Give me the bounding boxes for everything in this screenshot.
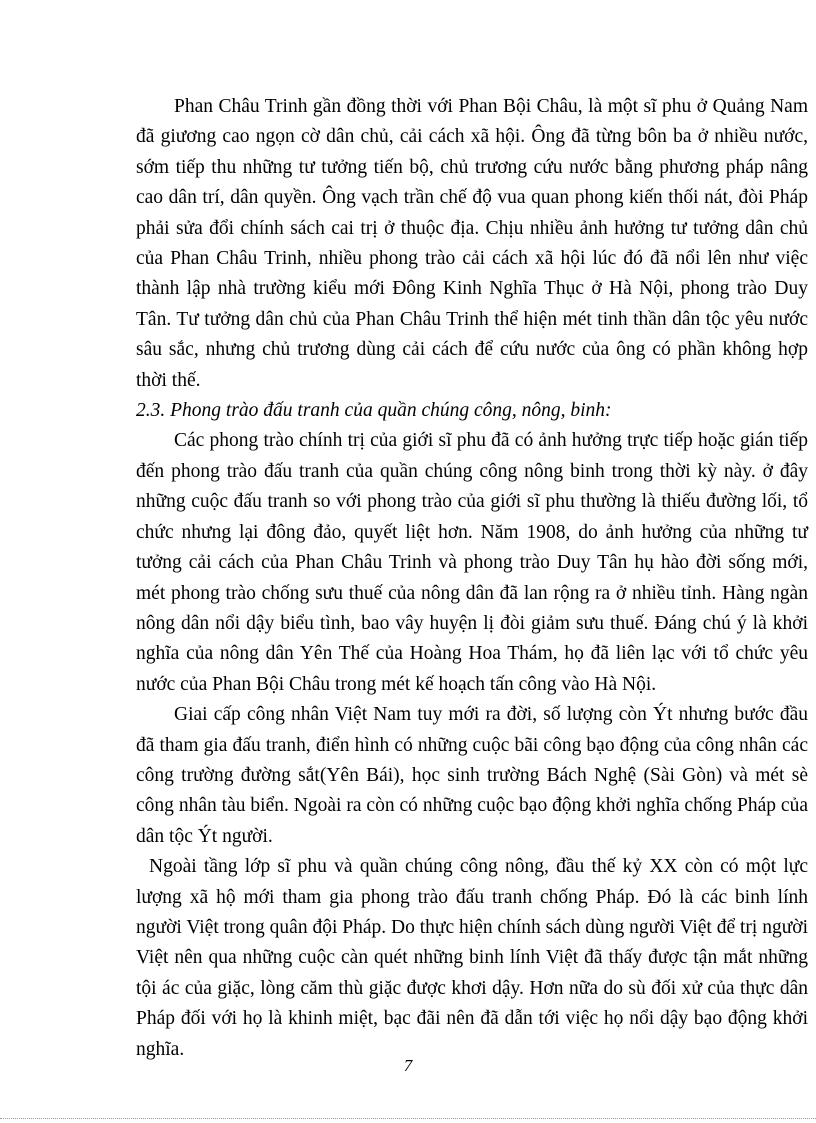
page-number: 7 xyxy=(403,1056,413,1075)
paragraph-giai-cap-cong-nhan: Giai cấp công nhân Việt Nam tuy mới ra đời, số lượng còn Ýt nhưng bước đầu đã tham gia đấu tranh, điển hình có những cuộc bãi công bạo động của công nhân các công trường đường sắt(Yên Bái), học sinh trường Bách Nghệ (Sài Gòn) và mét sè công nhân tàu biển. Ngoài ra còn có những cuộc bạo động khởi nghĩa chống Pháp của dân tộc Ýt người. xyxy=(136,704,808,847)
section-heading-2-3: 2.3. Phong trào đấu tranh của quần chúng công, nông, binh: xyxy=(136,400,612,422)
page-bottom-border xyxy=(0,1118,816,1119)
body-text xyxy=(136,92,808,1065)
paragraph-phan-chau-trinh: Phan Châu Trinh gần đồng thời với Phan Bội Châu, là một sĩ phu ở Quảng Nam đã giương cao ngọn cờ dân chủ, cải cách xã hội. Ông đã từng bôn ba ở nhiều nước, sớm tiếp thu những tư tưởng tiến bộ, chủ trương cứu nước bằng phương pháp nâng cao dân trí, dân quyền. Ông vạch trần chế độ vua quan phong kiến thối nát, đòi Pháp phải sửa đổi chính sách cai trị ở thuộc địa. Chịu nhiều ảnh hưởng tư tưởng dân chủ của Phan Châu Trinh, nhiều phong trào cải cách xã hội lúc đó đã nổi lên như việc thành lập nhà trường kiểu mới Đông Kinh Nghĩa Thục ở Hà Nội, phong trào Duy Tân. Tư tưởng dân chủ của Phan Châu Trinh thể hiện mét tinh thần dân tộc yêu nước sâu sắc, nhưng chủ trương dùng cải cách để cứu nước của ông có phần không hợp thời thế. xyxy=(136,96,808,391)
paragraph-binh-linh: Ngoài tầng lớp sĩ phu và quần chúng công nông, đầu thế kỷ XX còn có một lực lượng xã hộ mới tham gia phong trào đấu tranh chống Pháp. Đó là các binh lính người Việt trong quân đội Pháp. Do thực hiện chính sách dùng người Việt để trị người Việt nên qua những cuộc càn quét những binh lính Việt đã thấy được tận mắt những tội ác của giặc, lòng căm thù giặc được khơi dậy. Hơn nữa do sù đối xử của thực dân Pháp đối với họ là khinh miệt, bạc đãi nên đã dẫn tới việc họ nổi dậy bạo động khởi nghĩa. xyxy=(136,856,808,1060)
paragraph-cong-nong-binh: Các phong trào chính trị của giới sĩ phu đã có ảnh hưởng trực tiếp hoặc gián tiếp đến phong trào đấu tranh của quần chúng công nông binh trong thời kỳ này. ở đây những cuộc đấu tranh so với phong trào của giới sĩ phu thường là thiếu đường lối, tổ chức nhưng lại đông đảo, quyết liệt hơn. Năm 1908, do ảnh hưởng của những tư tưởng cải cách của Phan Châu Trinh và phong trào Duy Tân hụ hào đời sống mới, mét phong trào chống sưu thuế của nông dân đã lan rộng ra ở nhiều tỉnh. Hàng ngàn nông dân nổi dậy biểu tình, bao vây huyện lị đòi giảm sưu thuế. Đáng chú ý là khởi nghĩa của nông dân Yên Thế của Hoàng Hoa Thám, họ đã liên lạc với tổ chức yêu nước của Phan Bội Châu trong mét kế hoạch tấn công vào Hà Nội. xyxy=(136,430,808,695)
